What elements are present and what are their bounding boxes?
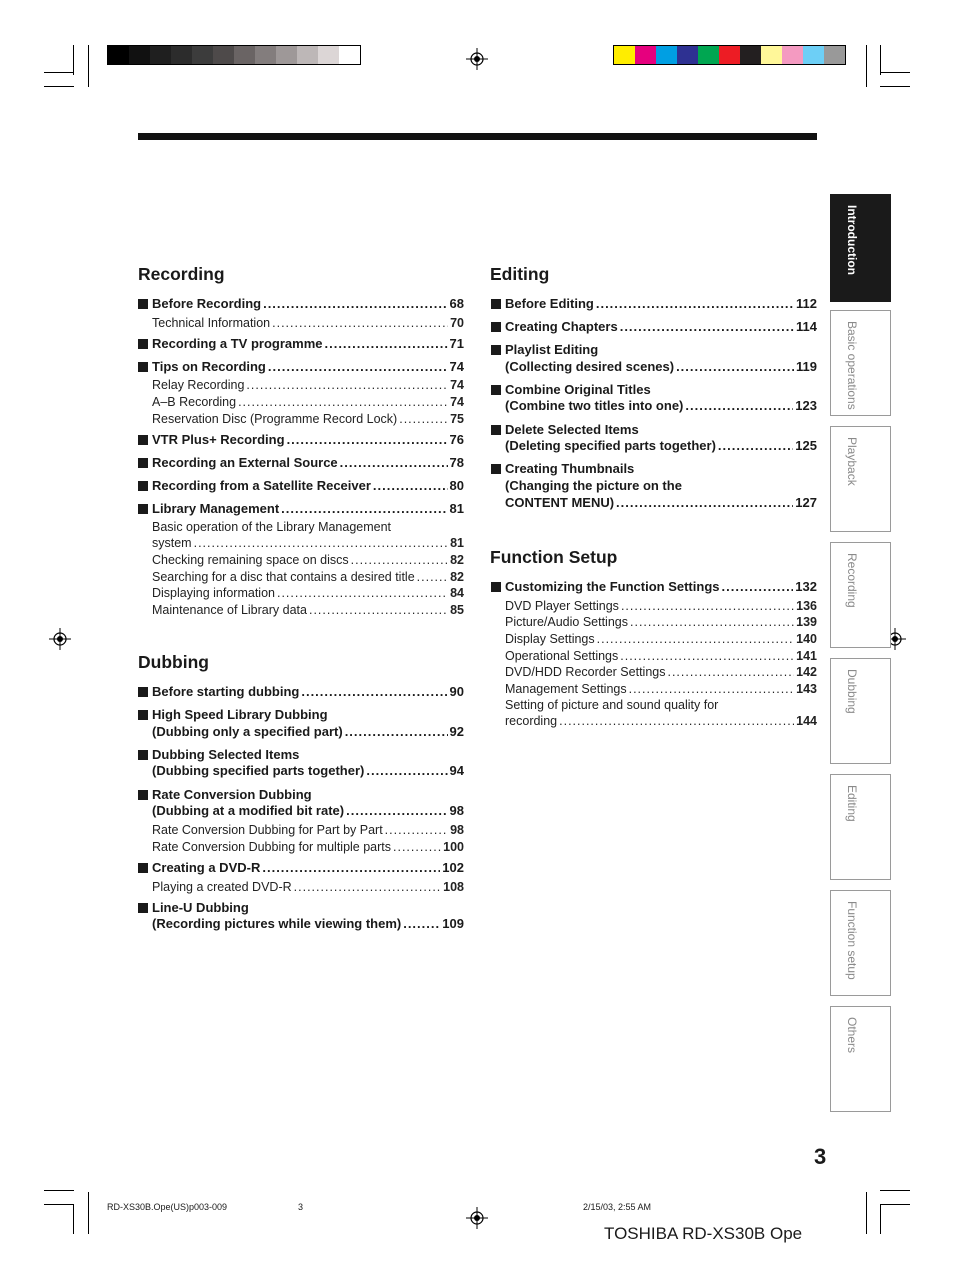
toc-entry-title: Line-U Dubbing bbox=[152, 900, 249, 915]
toc-entry-page: 136 bbox=[796, 599, 817, 613]
bullet-square-icon bbox=[138, 458, 148, 468]
color-swatch bbox=[318, 46, 339, 64]
toc-entry-title: Picture/Audio Settings bbox=[505, 615, 628, 629]
toc-entry-page: 82 bbox=[450, 553, 464, 567]
color-swatch bbox=[782, 46, 803, 64]
toc-entry-page: 102 bbox=[442, 860, 464, 875]
toc-entry bbox=[152, 860, 464, 877]
toc-entry-page: 114 bbox=[796, 319, 817, 334]
tab-label: Playback bbox=[845, 437, 859, 486]
footer-timestamp: 2/15/03, 2:55 AM bbox=[583, 1202, 652, 1212]
toc-entry-title: Creating a DVD-R bbox=[152, 860, 261, 875]
toc-entry bbox=[152, 707, 464, 724]
toc-entry-title: (Changing the picture on the bbox=[505, 478, 682, 493]
tab-function-setup[interactable] bbox=[830, 890, 891, 996]
toc-entry-title: Rate Conversion Dubbing for Part by Part bbox=[152, 823, 383, 837]
bullet-square-icon bbox=[491, 385, 501, 395]
dot-leader bbox=[272, 315, 448, 332]
toc-entry bbox=[505, 438, 817, 455]
toc-entry-title: Before starting dubbing bbox=[152, 684, 300, 699]
section-heading-editing: Editing bbox=[490, 264, 550, 284]
toc-entry-title: Operational Settings bbox=[505, 649, 619, 663]
toc-entry-page: 144 bbox=[796, 714, 817, 728]
color-swatch bbox=[234, 46, 255, 64]
toc-entry-page: 108 bbox=[443, 880, 464, 894]
dot-leader bbox=[596, 296, 794, 313]
toc-entry-page: 81 bbox=[449, 501, 464, 516]
color-swatch bbox=[129, 46, 150, 64]
color-swatch bbox=[255, 46, 276, 64]
toc-entry bbox=[152, 724, 464, 741]
toc-entry bbox=[152, 602, 464, 619]
toc-entry-page: 68 bbox=[449, 296, 464, 311]
bullet-square-icon bbox=[491, 582, 501, 592]
toc-entry-page: 139 bbox=[796, 615, 817, 629]
toc-entry-title: system bbox=[152, 536, 192, 550]
toc-entry bbox=[152, 432, 464, 449]
tab-label: Introduction bbox=[845, 205, 859, 275]
dot-leader bbox=[301, 684, 447, 701]
toc-entry-page: 119 bbox=[796, 359, 817, 374]
dot-leader bbox=[676, 359, 794, 376]
section-heading-function-setup: Function Setup bbox=[490, 547, 618, 567]
toc-entry-title: Basic operation of the Library Management bbox=[152, 520, 392, 534]
dot-leader bbox=[685, 398, 793, 415]
toc-entry-title: Recording an External Source bbox=[152, 455, 338, 470]
toc-entry-title: Display Settings bbox=[505, 632, 595, 646]
toc-entry-title: Management Settings bbox=[505, 682, 627, 696]
bullet-square-icon bbox=[138, 435, 148, 445]
toc-entry-page: 80 bbox=[449, 478, 464, 493]
bullet-square-icon bbox=[138, 481, 148, 491]
toc-entry bbox=[505, 398, 817, 415]
toc-entry bbox=[152, 315, 464, 332]
toc-entry-title: Checking remaining space on discs bbox=[152, 553, 349, 567]
color-swatch bbox=[803, 46, 824, 64]
dot-leader bbox=[262, 860, 440, 877]
dot-leader bbox=[340, 455, 448, 472]
dot-leader bbox=[718, 438, 793, 455]
page-number: 3 bbox=[814, 1144, 827, 1169]
dot-leader bbox=[620, 648, 794, 665]
toc-entry-title: Relay Recording bbox=[152, 378, 245, 392]
color-swatch bbox=[297, 46, 318, 64]
dot-leader bbox=[385, 822, 448, 839]
toc-entry-title: Before Editing bbox=[505, 296, 594, 311]
toc-entry bbox=[505, 648, 817, 665]
toc-entry-page: 127 bbox=[795, 495, 817, 510]
toc-entry-page: 84 bbox=[450, 586, 464, 600]
toc-entry-title: Reservation Disc (Programme Record Lock) bbox=[152, 412, 398, 426]
toc-entry-title: Playlist Editing bbox=[505, 342, 599, 357]
bullet-square-icon bbox=[138, 687, 148, 697]
toc-entry bbox=[152, 455, 464, 472]
dot-leader bbox=[277, 585, 448, 602]
toc-entry bbox=[505, 713, 817, 730]
color-swatch bbox=[761, 46, 782, 64]
footer-file-name: RD-XS30B.Ope(US)p003-009 bbox=[107, 1202, 228, 1212]
color-swatch bbox=[719, 46, 740, 64]
registration-mark-icon bbox=[466, 48, 488, 70]
dot-leader bbox=[268, 359, 448, 376]
toc-entry-title: Combine Original Titles bbox=[505, 382, 651, 397]
footer-brand: TOSHIBA RD-XS30B Ope bbox=[604, 1224, 803, 1243]
toc-entry-page: 123 bbox=[795, 398, 817, 413]
toc-entry-title: (Dubbing at a modified bit rate) bbox=[152, 803, 345, 818]
toc-entry-page: 70 bbox=[450, 316, 464, 330]
registration-mark-icon bbox=[49, 628, 71, 650]
toc-entry bbox=[152, 501, 464, 518]
toc-entry bbox=[152, 879, 464, 896]
color-swatch bbox=[192, 46, 213, 64]
toc-entry-title: recording bbox=[505, 714, 558, 728]
toc-entry bbox=[505, 598, 817, 615]
dot-leader bbox=[620, 319, 794, 336]
bullet-square-icon bbox=[138, 339, 148, 349]
toc-entry-title: (Combine two titles into one) bbox=[505, 398, 684, 413]
dot-leader bbox=[417, 569, 448, 586]
toc-entry-title: Rate Conversion Dubbing bbox=[152, 787, 312, 802]
dot-leader bbox=[246, 377, 448, 394]
toc-entry-title: (Recording pictures while viewing them) bbox=[152, 916, 402, 931]
dot-leader bbox=[351, 552, 448, 569]
toc-entry-title: Tips on Recording bbox=[152, 359, 266, 374]
toc-entry-title: Maintenance of Library data bbox=[152, 603, 307, 617]
bullet-square-icon bbox=[138, 903, 148, 913]
toc-entry-title: Customizing the Function Settings bbox=[505, 579, 720, 594]
toc-entry-title: Before Recording bbox=[152, 296, 262, 311]
toc-entry bbox=[505, 342, 817, 359]
toc-entry-page: 94 bbox=[449, 763, 464, 778]
toc-entry bbox=[152, 552, 464, 569]
toc-entry bbox=[505, 631, 817, 648]
toc-entry bbox=[152, 747, 464, 764]
dot-leader bbox=[263, 296, 447, 313]
toc-entry-page: 112 bbox=[796, 296, 817, 311]
bullet-square-icon bbox=[491, 345, 501, 355]
bullet-square-icon bbox=[138, 504, 148, 514]
color-swatch bbox=[339, 46, 360, 64]
toc-entry bbox=[152, 822, 464, 839]
dot-leader bbox=[366, 763, 447, 780]
toc-entry-title: Delete Selected Items bbox=[505, 422, 639, 437]
toc-entry bbox=[505, 579, 817, 596]
tab-dubbing[interactable] bbox=[830, 658, 891, 764]
toc-entry-title: A–B Recording bbox=[152, 395, 237, 409]
toc-entry-title: High Speed Library Dubbing bbox=[152, 707, 328, 722]
toc-entry bbox=[152, 411, 464, 428]
toc-entry bbox=[505, 319, 817, 336]
toc-entry bbox=[505, 697, 817, 714]
toc-entry-title: Searching for a disc that contains a desired title bbox=[152, 570, 415, 584]
dot-leader bbox=[294, 879, 441, 896]
toc-entry-page: 143 bbox=[796, 682, 817, 696]
toc-entry bbox=[505, 614, 817, 631]
toc-entry bbox=[152, 519, 464, 536]
toc-entry-page: 92 bbox=[449, 724, 464, 739]
toc-entry-page: 74 bbox=[449, 359, 464, 374]
toc-entry-title: (Deleting specified parts together) bbox=[505, 438, 716, 453]
color-swatch bbox=[740, 46, 761, 64]
tab-others[interactable] bbox=[830, 1006, 891, 1112]
toc-entry bbox=[505, 382, 817, 399]
bullet-square-icon bbox=[138, 362, 148, 372]
tab-playback[interactable] bbox=[830, 426, 891, 532]
toc-entry-title: Dubbing Selected Items bbox=[152, 747, 300, 762]
toc-entry bbox=[505, 461, 817, 478]
color-swatch bbox=[698, 46, 719, 64]
toc-entry-page: 75 bbox=[450, 412, 464, 426]
toc-entry-title: (Collecting desired scenes) bbox=[505, 359, 675, 374]
dot-leader bbox=[194, 535, 449, 552]
tab-label: Others bbox=[845, 1017, 859, 1054]
bullet-square-icon bbox=[138, 750, 148, 760]
tab-editing[interactable] bbox=[830, 774, 891, 880]
dot-leader bbox=[373, 478, 448, 495]
dot-leader bbox=[287, 432, 448, 449]
process-color-strip bbox=[613, 45, 846, 65]
dot-leader bbox=[559, 713, 794, 730]
dot-leader bbox=[403, 916, 440, 933]
dot-leader bbox=[722, 579, 794, 596]
header-rule bbox=[138, 133, 817, 140]
toc-entry-page: 78 bbox=[449, 455, 464, 470]
toc-entry-page: 141 bbox=[796, 649, 817, 663]
toc-entry bbox=[505, 681, 817, 698]
toc-entry-page: 100 bbox=[443, 840, 464, 854]
color-swatch bbox=[677, 46, 698, 64]
toc-entry-title: Displaying information bbox=[152, 586, 275, 600]
toc-entry bbox=[505, 495, 817, 512]
dot-leader bbox=[324, 336, 447, 353]
bullet-square-icon bbox=[491, 425, 501, 435]
toc-entry-title: DVD/HDD Recorder Settings bbox=[505, 665, 666, 679]
toc-entry-page: 132 bbox=[795, 579, 817, 594]
color-swatch bbox=[213, 46, 234, 64]
dot-leader bbox=[630, 614, 794, 631]
toc-entry-title: Creating Thumbnails bbox=[505, 461, 635, 476]
toc-entry-title: Setting of picture and sound quality for bbox=[505, 698, 719, 712]
toc-entry-page: 98 bbox=[449, 803, 464, 818]
toc-entry bbox=[152, 336, 464, 353]
bullet-square-icon bbox=[138, 790, 148, 800]
toc-entry-page: 140 bbox=[796, 632, 817, 646]
tab-label: Recording bbox=[845, 553, 859, 608]
dot-leader bbox=[346, 803, 447, 820]
toc-entry bbox=[152, 478, 464, 495]
toc-entry-page: 98 bbox=[450, 823, 464, 837]
bullet-square-icon bbox=[491, 299, 501, 309]
toc-entry-page: 125 bbox=[795, 438, 817, 453]
toc-entry bbox=[152, 394, 464, 411]
toc-entry-page: 74 bbox=[450, 378, 464, 392]
dot-leader bbox=[616, 495, 793, 512]
toc-entry bbox=[505, 664, 817, 681]
tab-basic-operations[interactable] bbox=[830, 310, 891, 416]
grayscale-color-strip bbox=[107, 45, 361, 65]
color-swatch bbox=[824, 46, 845, 64]
toc-entry-title: Playing a created DVD-R bbox=[152, 880, 292, 894]
bullet-square-icon bbox=[138, 710, 148, 720]
toc-entry-page: 82 bbox=[450, 570, 464, 584]
toc-entry bbox=[152, 803, 464, 820]
toc-entry-title: DVD Player Settings bbox=[505, 599, 619, 613]
dot-leader bbox=[629, 681, 795, 698]
toc-entry-title: Recording from a Satellite Receiver bbox=[152, 478, 371, 493]
toc-entry bbox=[152, 900, 464, 917]
toc-entry bbox=[152, 569, 464, 586]
toc-entry-page: 81 bbox=[450, 536, 464, 550]
toc-entry-page: 90 bbox=[449, 684, 464, 699]
section-heading-dubbing: Dubbing bbox=[138, 652, 209, 672]
color-swatch bbox=[276, 46, 297, 64]
footer-page: 3 bbox=[298, 1202, 304, 1212]
dot-leader bbox=[399, 411, 448, 428]
section-heading-recording: Recording bbox=[138, 264, 225, 284]
toc-entry bbox=[152, 296, 464, 313]
toc-entry-title: (Dubbing only a specified part) bbox=[152, 724, 343, 739]
toc-entry-title: VTR Plus+ Recording bbox=[152, 432, 285, 447]
toc-entry bbox=[152, 585, 464, 602]
toc-entry bbox=[152, 787, 464, 804]
color-swatch bbox=[635, 46, 656, 64]
tab-label: Editing bbox=[845, 785, 859, 822]
toc-entry bbox=[505, 359, 817, 376]
color-swatch bbox=[150, 46, 171, 64]
dot-leader bbox=[393, 839, 441, 856]
toc-entry-title: Creating Chapters bbox=[505, 319, 618, 334]
tab-introduction[interactable] bbox=[830, 194, 891, 302]
tab-label: Function setup bbox=[845, 901, 859, 980]
toc-entry bbox=[152, 535, 464, 552]
toc-entry bbox=[505, 296, 817, 313]
bullet-square-icon bbox=[138, 299, 148, 309]
dot-leader bbox=[667, 664, 794, 681]
tab-label: Dubbing bbox=[845, 669, 859, 714]
dot-leader bbox=[309, 602, 448, 619]
bullet-square-icon bbox=[138, 863, 148, 873]
dot-leader bbox=[597, 631, 795, 648]
color-swatch bbox=[614, 46, 635, 64]
color-swatch bbox=[171, 46, 192, 64]
toc-entry bbox=[152, 839, 464, 856]
toc-entry bbox=[152, 916, 464, 933]
toc-entry-page: 142 bbox=[796, 665, 817, 679]
color-swatch bbox=[656, 46, 677, 64]
toc-entry bbox=[152, 763, 464, 780]
toc-entry-page: 71 bbox=[449, 336, 464, 351]
toc-entry bbox=[152, 377, 464, 394]
toc-entry-title: Recording a TV programme bbox=[152, 336, 323, 351]
toc-entry-page: 74 bbox=[450, 395, 464, 409]
toc-entry bbox=[505, 478, 817, 495]
toc-entry-title: CONTENT MENU) bbox=[505, 495, 615, 510]
toc-entry-title: (Dubbing specified parts together) bbox=[152, 763, 365, 778]
toc-entry-title: Technical Information bbox=[152, 316, 271, 330]
dot-leader bbox=[345, 724, 448, 741]
tab-recording[interactable] bbox=[830, 542, 891, 648]
dot-leader bbox=[238, 394, 448, 411]
toc-entry-title: Library Management bbox=[152, 501, 280, 516]
toc-entry bbox=[505, 422, 817, 439]
color-swatch bbox=[108, 46, 129, 64]
bullet-square-icon bbox=[491, 464, 501, 474]
toc-entry bbox=[152, 359, 464, 376]
bullet-square-icon bbox=[491, 322, 501, 332]
registration-mark-icon bbox=[466, 1207, 488, 1229]
toc-entry-page: 85 bbox=[450, 603, 464, 617]
toc-entry bbox=[152, 684, 464, 701]
dot-leader bbox=[281, 501, 447, 518]
toc-entry-page: 109 bbox=[442, 916, 464, 931]
tab-label: Basic operations bbox=[845, 321, 859, 410]
dot-leader bbox=[621, 598, 794, 615]
toc-entry-title: Rate Conversion Dubbing for multiple parts bbox=[152, 840, 392, 854]
toc-entry-page: 76 bbox=[449, 432, 464, 447]
